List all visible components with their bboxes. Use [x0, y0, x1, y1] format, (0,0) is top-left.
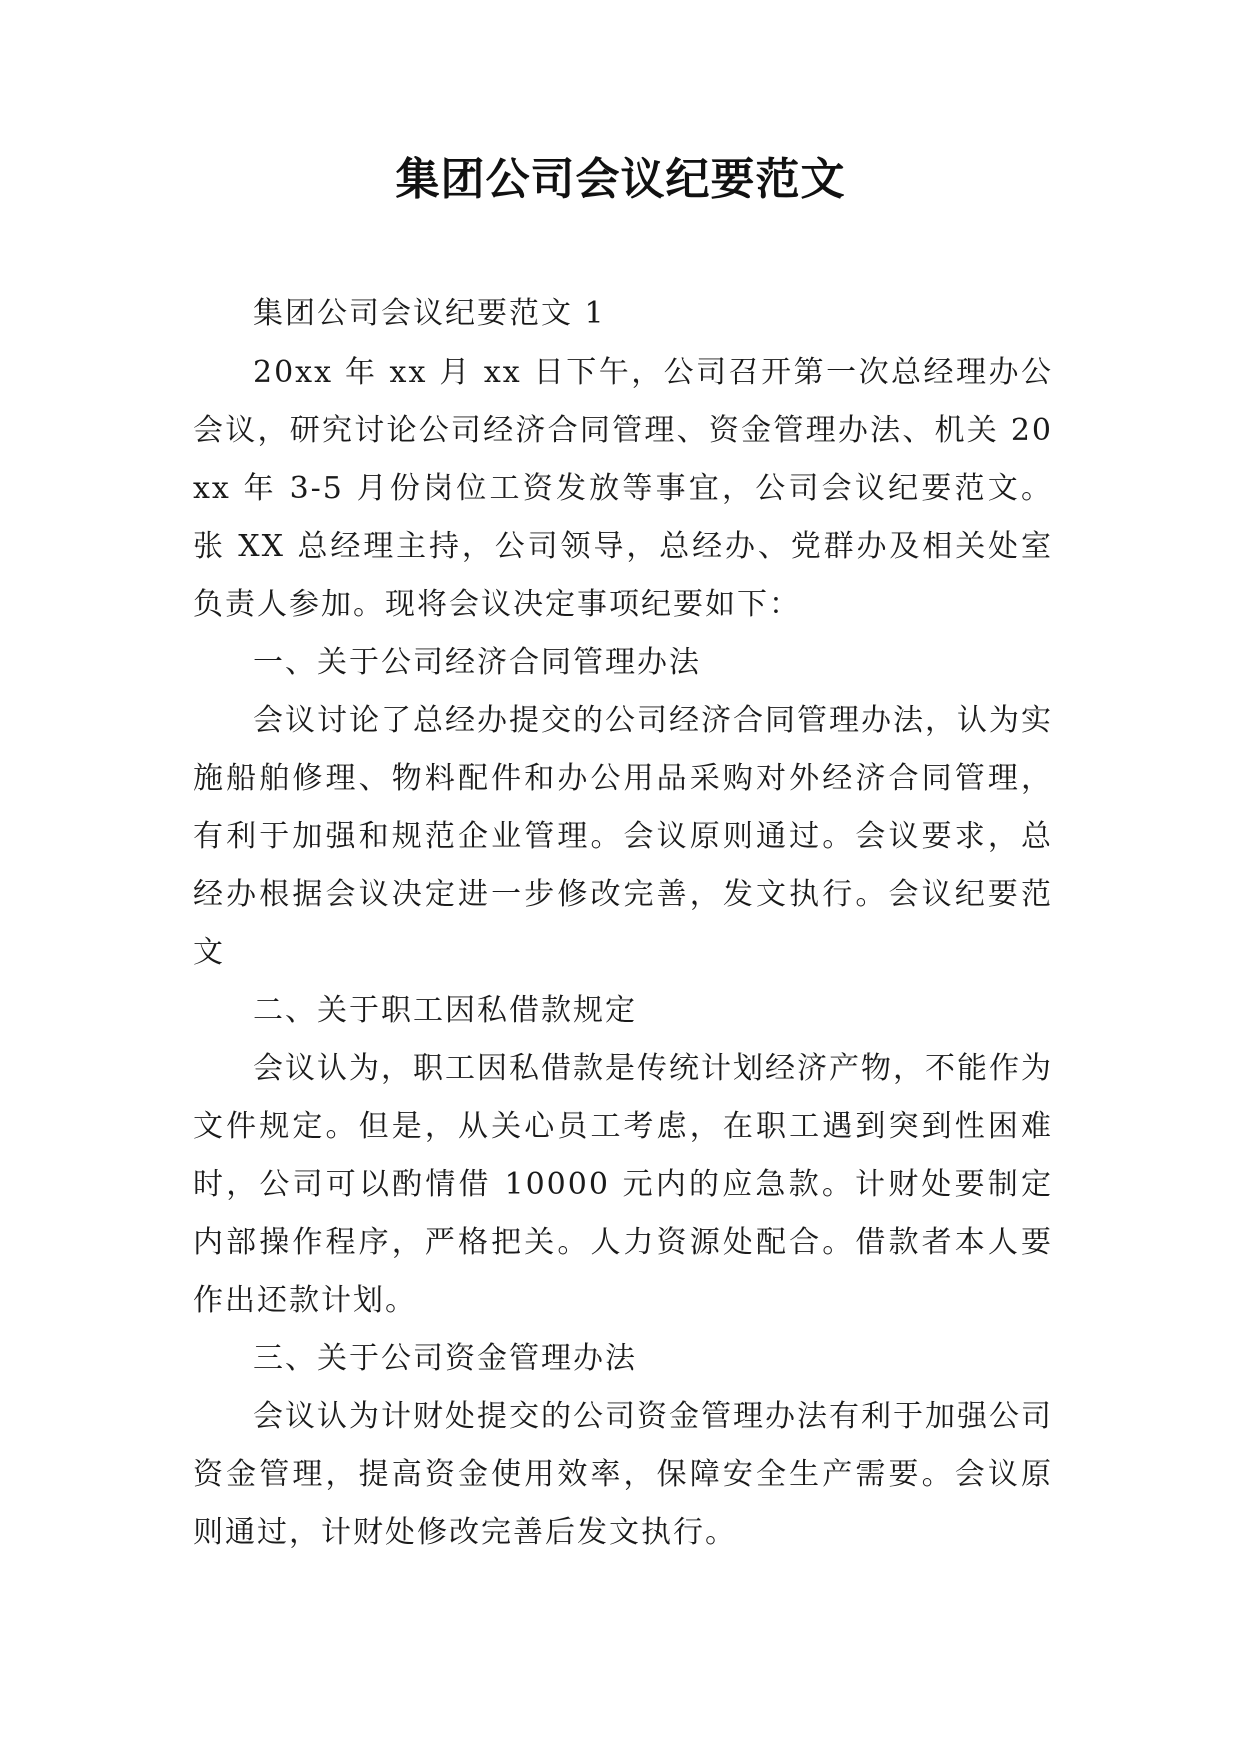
item-heading-funds: 三、关于公司资金管理办法 [253, 1341, 637, 1376]
intro-paragraph: 20xx 年 xx 月 xx 日下午，公司召开第一次总经理办公会议，研究讨论公司经济合同管理、资金管理办法、机关 20xx 年 3-5 月份岗位工资发放等事宜，公司会议纪要范文。张 XX 总经理主持，公司领导，总经办、党群办及相关处室负责人参加。现将会议决定事项纪要如下： [193, 355, 1053, 622]
section-heading-1: 集团公司会议纪要范文 1 [253, 296, 606, 331]
item-paragraph-funds: 会议认为计财处提交的公司资金管理办法有利于加强公司资金管理，提高资金使用效率，保障安全生产需要。会议原则通过，计财处修改完善后发文执行。 [193, 1399, 1053, 1550]
item-paragraph-loan: 会议认为，职工因私借款是传统计划经济产物，不能作为文件规定。但是，从关心员工考虑，在职工遇到突到性困难时，公司可以酌情借 10000 元内的应急款。计财处要制定内部操作程序，严格把关。人力资源处配合。借款者本人要作出还款计划。 [193, 1051, 1053, 1318]
document-body [193, 285, 1053, 1562]
item-heading-contract: 一、关于公司经济合同管理办法 [253, 645, 701, 680]
item-heading-loan: 二、关于职工因私借款规定 [253, 993, 637, 1028]
item-paragraph-contract: 会议讨论了总经办提交的公司经济合同管理办法，认为实施船舶修理、物料配件和办公用品采购对外经济合同管理，有利于加强和规范企业管理。会议原则通过。会议要求，总经办根据会议决定进一步修改完善，发文执行。会议纪要范文 [193, 703, 1053, 970]
document-title: 集团公司会议纪要范文 [395, 154, 846, 205]
